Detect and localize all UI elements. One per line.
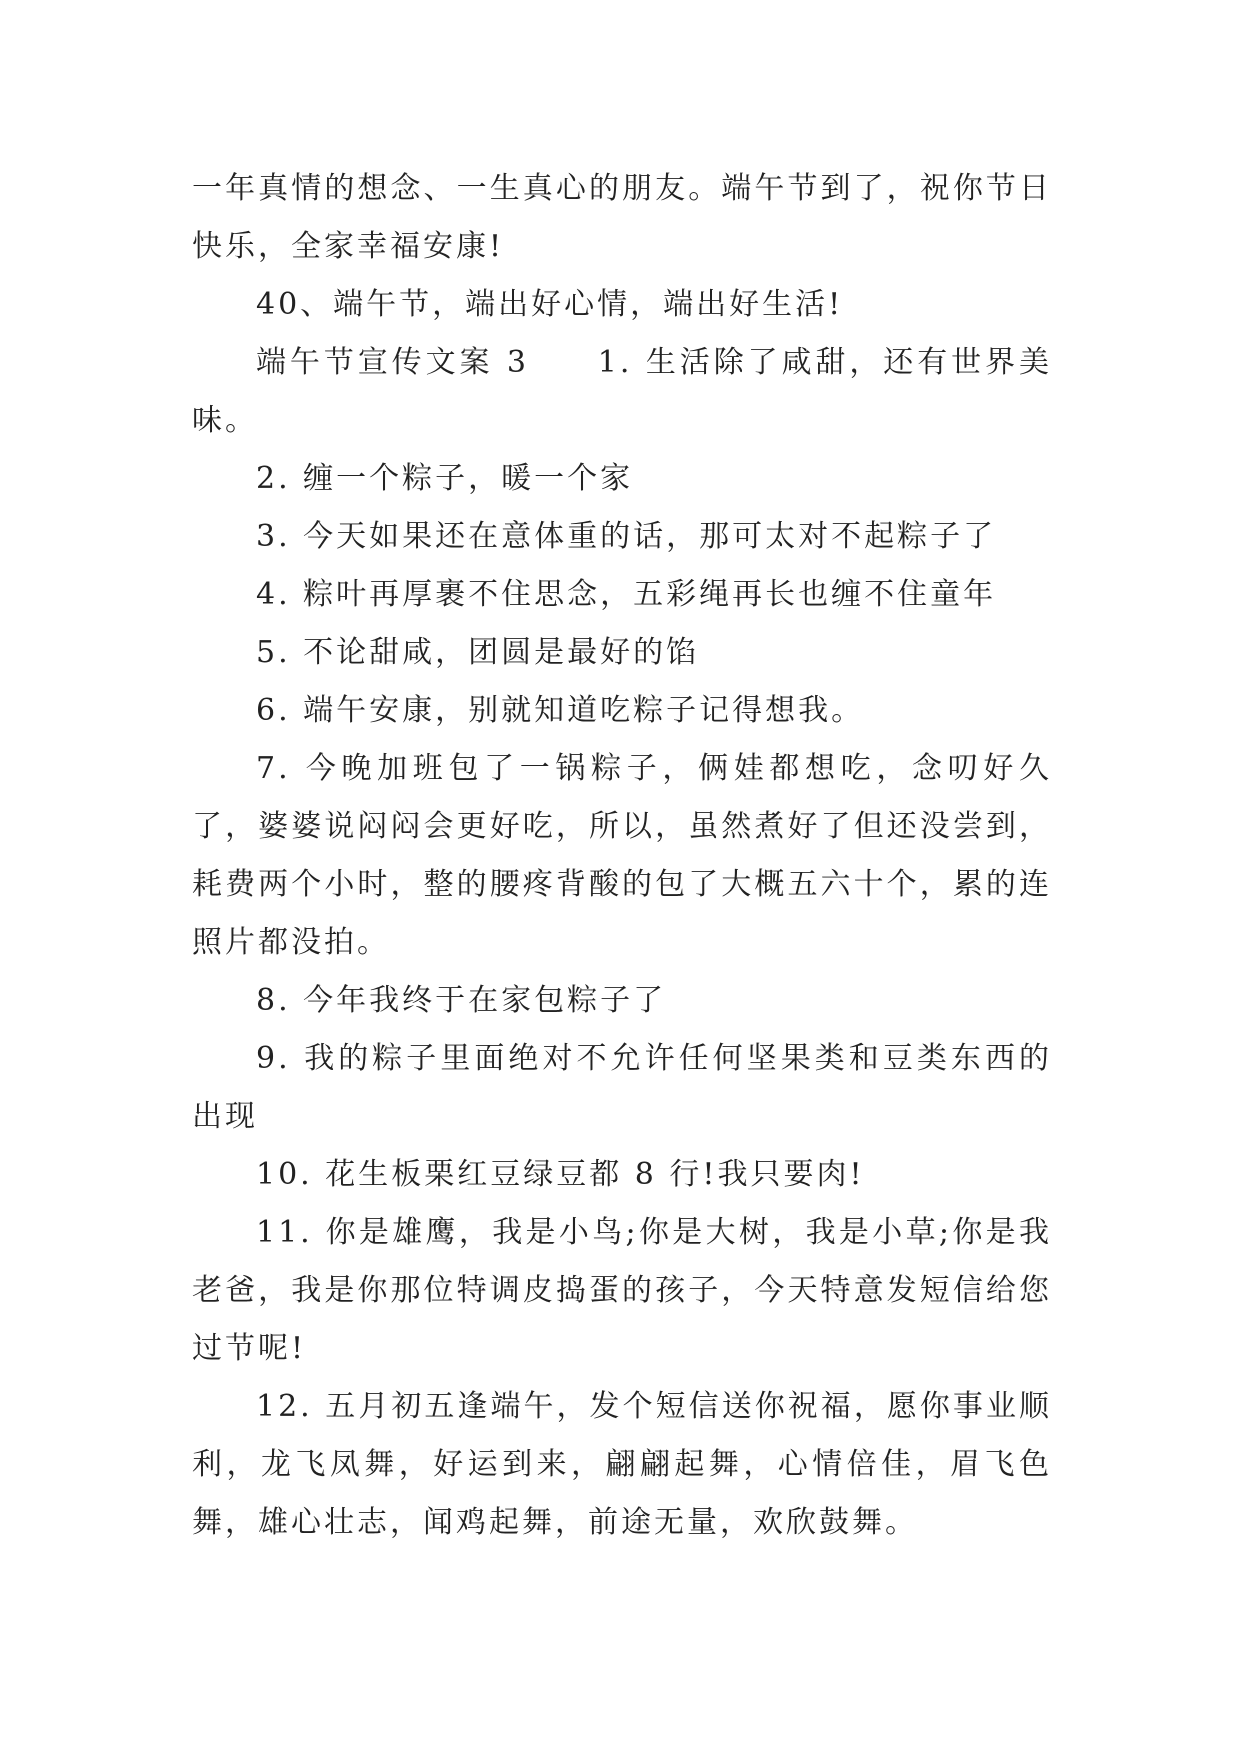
paragraph: 10. 花生板栗红豆绿豆都 8 行!我只要肉! [256, 1157, 865, 1192]
paragraph: 5. 不论甜咸，团圆是最好的馅 [256, 635, 700, 670]
paragraph: 40、端午节，端出好心情，端出好生活! [256, 287, 844, 322]
paragraph: 9. 我的粽子里面绝对不允许任何坚果类和豆类东西的出现 [192, 1041, 1052, 1134]
document-body [192, 160, 1052, 1552]
paragraph: 7. 今晚加班包了一锅粽子，俩娃都想吃，念叨好久了，婆婆说闷闷会更好吃，所以，虽然煮好了但还没尝到，耗费两个小时，整的腰疼背酸的包了大概五六十个，累的连照片都没拍。 [192, 751, 1052, 960]
paragraph: 4. 粽叶再厚裹不住思念，五彩绳再长也缠不住童年 [256, 577, 997, 612]
paragraph: 一年真情的想念、一生真心的朋友。端午节到了，祝你节日快乐，全家幸福安康! [192, 171, 1052, 264]
paragraph: 11. 你是雄鹰，我是小鸟;你是大树，我是小草;你是我老爸，我是你那位特调皮捣蛋的孩子，今天特意发短信给您过节呢! [192, 1215, 1052, 1366]
paragraph: 3. 今天如果还在意体重的话，那可太对不起粽子了 [256, 519, 997, 554]
paragraph: 6. 端午安康，别就知道吃粽子记得想我。 [256, 693, 865, 728]
paragraph: 端午节宣传文案 3 1. 生活除了咸甜，还有世界美味。 [192, 345, 1052, 438]
paragraph: 12. 五月初五逢端午，发个短信送你祝福，愿你事业顺利，龙飞凤舞，好运到来，翩翩起舞，心情倍佳，眉飞色舞，雄心壮志，闻鸡起舞，前途无量，欢欣鼓舞。 [192, 1389, 1052, 1540]
paragraph: 2. 缠一个粽子，暖一个家 [256, 461, 634, 496]
paragraph: 8. 今年我终于在家包粽子了 [256, 983, 667, 1018]
